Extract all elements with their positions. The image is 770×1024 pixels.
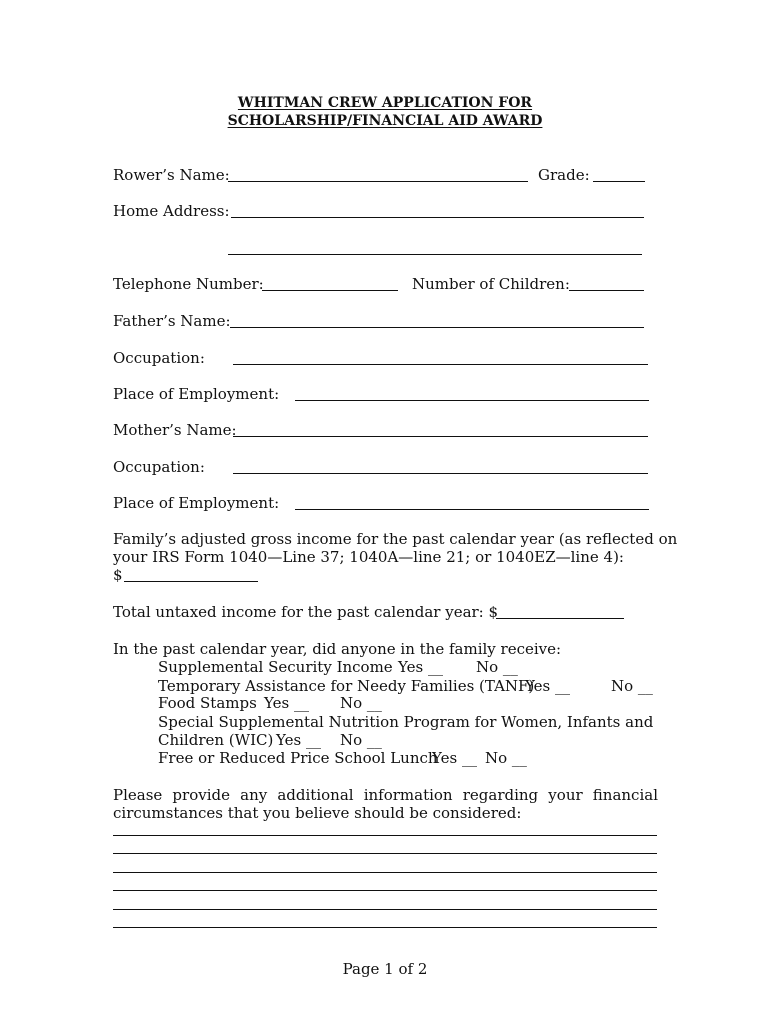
food-stamps-label: Food Stamps	[158, 694, 257, 712]
agi-amount-field[interactable]	[124, 581, 258, 582]
home-address-field-line2[interactable]	[228, 254, 642, 255]
mother-occupation-field[interactable]	[233, 473, 648, 474]
mother-name-field[interactable]	[233, 436, 648, 437]
agi-text-line2: your IRS Form 1040—Line 37; 1040A—line 21; or 1040EZ—line 4):	[113, 548, 624, 566]
untaxed-income-field[interactable]	[496, 618, 624, 619]
wic-label-line2: Children (WIC)	[158, 731, 274, 749]
page-number: Page 1 of 2	[342, 960, 428, 978]
mother-name-label: Mother’s Name:	[113, 421, 237, 439]
wic-label-line1: Special Supplemental Nutrition Program for Women, Infants and	[158, 713, 654, 731]
mother-employment-label: Place of Employment:	[113, 494, 280, 512]
grade-label: Grade:	[538, 166, 590, 184]
father-occupation-label: Occupation:	[113, 349, 205, 367]
father-name-field[interactable]	[230, 327, 644, 328]
agi-text-line1: Family’s adjusted gross income for the past calendar year (as reflected on	[113, 530, 678, 548]
school-lunch-no-option[interactable]: No __	[485, 749, 527, 767]
school-lunch-label: Free or Reduced Price School Lunch	[158, 749, 438, 767]
benefits-question: In the past calendar year, did anyone in the family receive:	[113, 640, 562, 658]
additional-info-field-line6[interactable]	[113, 927, 657, 928]
additional-info-line1: Please provide any additional information regarding your financial	[113, 786, 658, 804]
ssi-no-option[interactable]: No __	[476, 658, 518, 676]
school-lunch-yes-option[interactable]: Yes __	[432, 749, 477, 767]
tanf-no-option[interactable]: No __	[611, 677, 653, 695]
father-name-label: Father’s Name:	[113, 312, 231, 330]
additional-info-field-line3[interactable]	[113, 872, 657, 873]
food-stamps-no-option[interactable]: No __	[340, 694, 382, 712]
mother-occupation-label: Occupation:	[113, 458, 205, 476]
father-occupation-field[interactable]	[233, 364, 648, 365]
additional-info-field-line1[interactable]	[113, 835, 657, 836]
tanf-yes-option[interactable]: Yes __	[525, 677, 570, 695]
additional-info-field-line2[interactable]	[113, 853, 657, 854]
additional-info-line2: circumstances that you believe should be considered:	[113, 804, 522, 822]
rower-name-label: Rower’s Name:	[113, 166, 230, 184]
untaxed-income-label: Total untaxed income for the past calendar year: $	[113, 603, 499, 621]
father-employment-field[interactable]	[295, 400, 649, 401]
form-title-line1: WHITMAN CREW APPLICATION FOR	[237, 95, 533, 111]
ssi-yes-option[interactable]: Yes __	[398, 658, 443, 676]
grade-field[interactable]	[593, 181, 645, 182]
home-address-field[interactable]	[231, 217, 644, 218]
additional-info-field-line4[interactable]	[113, 890, 657, 891]
food-stamps-yes-option[interactable]: Yes __	[264, 694, 309, 712]
wic-no-option[interactable]: No __	[340, 731, 382, 749]
telephone-field[interactable]	[262, 290, 398, 291]
agi-dollar-sign: $	[113, 566, 123, 584]
father-employment-label: Place of Employment:	[113, 385, 280, 403]
ssi-label: Supplemental Security Income	[158, 658, 393, 676]
telephone-label: Telephone Number:	[113, 275, 264, 293]
num-children-label: Number of Children:	[412, 275, 570, 293]
tanf-label: Temporary Assistance for Needy Families (TANF)	[158, 677, 535, 695]
form-title-line2: SCHOLARSHIP/FINANCIAL AID AWARD	[227, 113, 543, 129]
rower-name-field[interactable]	[228, 181, 528, 182]
mother-employment-field[interactable]	[295, 509, 649, 510]
additional-info-field-line5[interactable]	[113, 909, 657, 910]
num-children-field[interactable]	[569, 290, 644, 291]
home-address-label: Home Address:	[113, 202, 230, 220]
wic-yes-option[interactable]: Yes __	[276, 731, 321, 749]
